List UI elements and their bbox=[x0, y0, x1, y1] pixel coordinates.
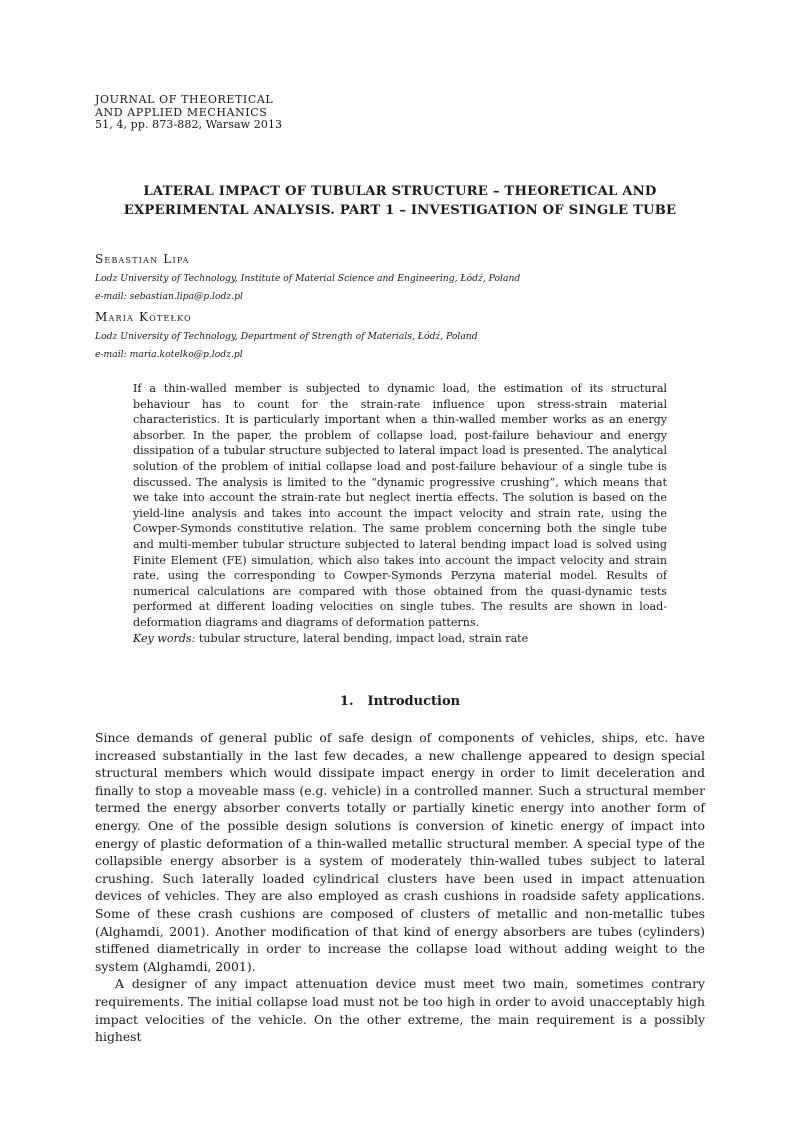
section-heading bbox=[95, 694, 705, 709]
paper-title bbox=[95, 182, 705, 220]
journal-name-line1: JOURNAL OF THEORETICAL bbox=[95, 93, 274, 106]
author-affiliation-2: Lodz University of Technology, Department of Strength of Materials, Łódź, Poland bbox=[95, 331, 478, 342]
paper-title-line1: LATERAL IMPACT OF TUBULAR STRUCTURE – THEORETICAL AND bbox=[143, 184, 657, 199]
keywords-label: Key words: bbox=[133, 631, 196, 645]
body-text bbox=[95, 729, 705, 1046]
author-name-1: Sebastian Lipa bbox=[95, 252, 190, 266]
keywords bbox=[133, 631, 667, 647]
paragraph: A designer of any impact attenuation device must meet two main, sometimes contrary requirements. The initial collapse load must not be too high in order to avoid unacceptably high impact velocities of the vehicle. On the other extreme, the main requirement is a possibly highest bbox=[95, 976, 705, 1045]
keywords-list: tubular structure, lateral bending, impact load, strain rate bbox=[198, 631, 529, 645]
author-email-2: e-mail: maria.kotelko@p.lodz.pl bbox=[95, 349, 243, 360]
paragraph: Since demands of general public of safe design of components of vehicles, ships, etc. have increased substantially in the last few decades, a new challenge appeared to design special structural members which would dissipate impact energy in order to limit deceleration and finally to stop a moveable mass (e.g. vehicle) in a controlled manner. Such a structural member termed the energy absorber converts totally or partially kinetic energy into another form of energy. One of the possible design solutions is conversion of kinetic energy of impact into energy of plastic deformation of a thin-walled metallic structural member. A special type of the collapsible energy absorber is a system of moderately thin-walled tubes subject to lateral crushing. Such laterally loaded cylindrical clusters have been used in impact attenuation devices of vehicles. They are also employed as crash cushions in roadside safety applications. Some of these crash cushions are composed of clusters of metallic and non-metallic tubes (Alghamdi, 2001). Another modification of that kind of energy absorbers are tubes (cylinders) stiffened diametrically in order to increase the collapse load without adding weight to the system (Alghamdi, 2001). bbox=[95, 730, 705, 974]
section-number: 1. bbox=[339, 694, 354, 709]
section-title: Introduction bbox=[367, 694, 461, 709]
paper-title-line2: EXPERIMENTAL ANALYSIS. PART 1 – INVESTIGATION OF SINGLE TUBE bbox=[123, 203, 677, 218]
author-email-1: e-mail: sebastian.lipa@p.lodz.pl bbox=[95, 291, 243, 302]
author-affiliation-1: Lodz University of Technology, Institute of Material Science and Engineering, Łódź, Poland bbox=[95, 273, 521, 284]
author-name-2: Maria Kotełko bbox=[95, 310, 192, 324]
journal-issue-info: 51, 4, pp. 873-882, Warsaw 2013 bbox=[95, 118, 283, 131]
journal-name-line2: AND APPLIED MECHANICS bbox=[95, 105, 268, 119]
abstract-text: If a thin-walled member is subjected to dynamic load, the estimation of its structural behaviour has to count for the strain-rate influence upon stress-strain material characteristics. It is particularly important when a thin-walled member works as an energy absorber. In the paper, the problem of collapse load, post-failure behaviour and energy dissipation of a tubular structure subjected to lateral impact load is presented. The analytical solution of the problem of initial collapse load and post-failure behaviour of a single tube is discussed. The analysis is limited to the “dynamic progressive crushing”, which means that we take into account the strain-rate but neglect inertia effects. The solution is based on the yield-line analysis and takes into account the impact velocity and strain rate, using the Cowper-Symonds constitutive relation. The same problem concerning both the single tube and multi-member tubular structure subjected to lateral bending impact load is solved using Finite Element (FE) simulation, which also takes into account the impact velocity and strain rate, using the corresponding to Cowper-Symonds Perzyna material model. Results of numerical calculations are compared with those obtained from the quasi-dynamic tests performed at different loading velocities on single tubes. The results are shown in load-deformation diagrams and diagrams of deformation patterns. bbox=[133, 382, 667, 629]
journal-header bbox=[95, 94, 282, 132]
abstract bbox=[133, 381, 667, 646]
